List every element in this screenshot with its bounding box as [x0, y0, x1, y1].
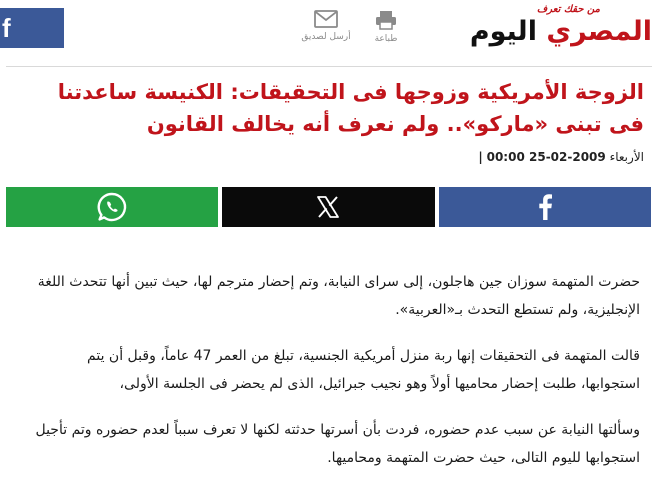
facebook-page-link[interactable]: [0, 8, 64, 48]
article-day: الأربعاء: [609, 150, 644, 164]
site-header: [0, 0, 658, 66]
share-whatsapp-button[interactable]: [6, 187, 218, 227]
logo-word-almasry: المصري: [546, 16, 652, 47]
share-bar: [6, 187, 651, 227]
article-headline: الزوجة الأمريكية وزوجها فى التحقيقات: الكنيسة ساعدتنا فى تبنى «ماركو».. ولم نعرف أنه يخالف القانون: [57, 80, 644, 136]
send-to-friend-button[interactable]: [296, 10, 356, 42]
logo-wordmark: [470, 16, 652, 48]
logo-tagline: من حقك تعرف: [536, 4, 600, 15]
share-x-button[interactable]: [222, 187, 434, 227]
facebook-icon: f: [2, 13, 11, 43]
x-icon: [316, 195, 340, 219]
facebook-icon: [537, 194, 553, 220]
article-dateline: [478, 150, 644, 164]
printer-icon: [375, 10, 397, 30]
whatsapp-icon: [96, 191, 128, 223]
article-datetime: 2009-02-25 00:00: [486, 150, 606, 164]
article-body: [28, 268, 640, 490]
header-divider: [6, 66, 652, 67]
dateline-separator: |: [478, 150, 483, 164]
send-to-friend-label: أرسل لصديق: [301, 32, 351, 42]
article-paragraph: وسألتها النيابة عن سبب عدم حضوره، فردت بأن أسرتها حدثته لكنها لا تعرف سبباً لعدم حضوره وتم تأجيل استجوابها لليوم التالى، حيث حضرت المتهمة ومحاميها.: [35, 422, 640, 466]
site-logo[interactable]: [442, 4, 652, 52]
print-label: طباعة: [374, 34, 398, 44]
print-button[interactable]: [356, 10, 416, 44]
share-facebook-button[interactable]: [439, 187, 651, 227]
article-paragraph: حضرت المتهمة سوزان جين هاجلون، إلى سراى النيابة، وتم إحضار مترجم لها، حيث تبين أنها تتحدث اللغة الإنجليزية، ولم تستطع التحدث بـ«العربية».: [37, 274, 640, 318]
article-paragraph: قالت المتهمة فى التحقيقات إنها ربة منزل أمريكية الجنسية، تبلغ من العمر 47 عاماً، وقبل أن يتم استجوابها، طلبت إحضار محاميها أولاً وهو نجيب جبرائيل، الذى لم يحضر فى الجلسة الأولى،: [87, 348, 640, 392]
envelope-icon: [314, 10, 338, 28]
logo-word-alyoum: اليوم: [469, 16, 537, 47]
